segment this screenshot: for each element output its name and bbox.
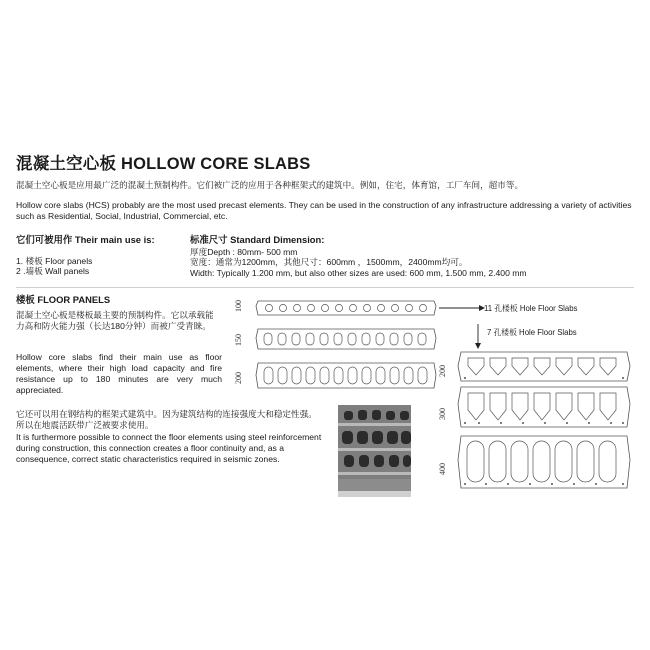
connection-english: It is furthermore possible to connect the floor elements using steel reinforcement during construction, this connection creates a floor continuity and, as a consequence, correct static characteristics required in seismic zones. [16, 432, 322, 464]
right-section-label: 300 [438, 408, 447, 420]
uses-item: 2 .墙板 Wall panels [16, 266, 90, 277]
label-11-hole-slabs: 11 孔楼板 Hole Floor Slabs [484, 304, 578, 313]
dimension-heading: 标准尺寸 Standard Dimension: [190, 234, 325, 245]
left-section-label: 150 [234, 334, 243, 346]
dimension-line: 厚度Depth : 80mm- 500 mm [190, 247, 298, 257]
left-section-label: 100 [234, 300, 243, 312]
floor-panels-chinese: 混凝土空心板是楼板最主要的预制构件。它以承载能力高和防火能力强（长达180分钟）而被广受青睐。 [16, 310, 214, 331]
left-section-label: 200 [234, 372, 243, 384]
right-section-label: 400 [438, 463, 447, 475]
dimension-line: 宽度：通常为1200mm，其他尺寸：600mm ，1500mm，2400mm均可。 [190, 257, 468, 268]
connection-chinese: 它还可以用在钢结构的框架式建筑中。因为建筑结构的连接强度大和稳定性强。所以在地震活跃带广泛被要求使用。 [16, 409, 317, 430]
dimension-list [190, 247, 527, 278]
floor-panels-heading: 楼板 FLOOR PANELS [16, 294, 111, 305]
section-divider [16, 287, 634, 288]
right-section-label: 200 [438, 365, 447, 377]
slab-section-diagram [225, 292, 645, 502]
intro-chinese: 混凝土空心板是应用最广泛的混凝土预制构件。它们被广泛的应用于各种框架式的建筑中。例如，住宅，体育馆，工厂车间，超市等。 [16, 180, 524, 190]
page-title: 混凝土空心板 HOLLOW CORE SLABS [16, 155, 311, 173]
dimension-line: Width: Typically 1.200 mm, but also other sizes are used: 600 mm, 1.500 mm, 2.400 mm [190, 267, 527, 278]
floor-panels-english: Hollow core slabs find their main use as floor elements, where their high load capacity and fire resistance up to 180 minutes are very much appreciated. [16, 352, 222, 395]
uses-list [16, 256, 92, 277]
uses-item: 1. 楼板 Floor panels [16, 256, 93, 266]
intro-english: Hollow core slabs (HCS) probably are the most used precast elements. They can be used in the construction of any infrastructure addressing a variety of activities such as Residential, Social, Industrial, Commercial, etc. [16, 200, 632, 222]
uses-heading: 它们可被用作 Their main use is: [16, 234, 155, 245]
label-7-hole-slabs: 7 孔楼板 Hole Floor Slabs [487, 328, 577, 337]
arrow-down-icon [475, 343, 481, 349]
